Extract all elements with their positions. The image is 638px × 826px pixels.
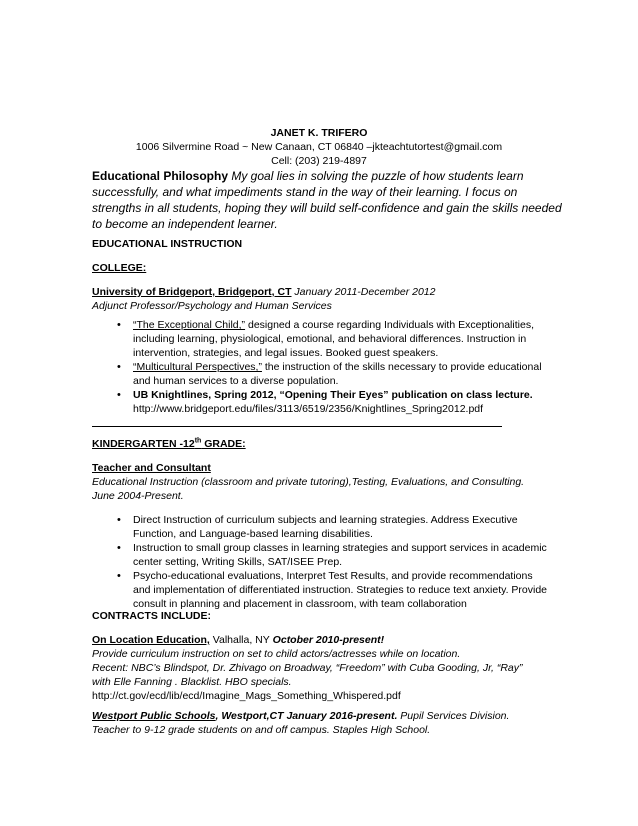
contract-1-dates: October 2010-present! [269,634,385,646]
contract-1-line-2: Provide curriculum instruction on set to child actors/actresses while on location. [92,648,461,660]
publication-title: • UB Knightlines, Spring 2012, “Opening Their Eyes” publication on class lecture. [133,389,533,401]
bullet-text: and human services to a diverse population. [133,375,339,387]
list-item [117,541,557,569]
list-item [117,388,557,416]
kindergarten-role: Teacher and Consultant [92,462,211,474]
contract-2-dates: , Westport,CT January 2016-present. [215,710,398,722]
contract-2-org: Westport Public Schools [92,710,216,722]
list-item [117,318,557,360]
kindergarten-bullet-list [117,513,557,611]
philosophy-line-1 [92,168,524,184]
course-link-exceptional-child[interactable]: “The Exceptional Child,” [133,319,246,331]
list-item [117,513,557,541]
bullet-text: the instruction of the skills necessary to provide educational [261,361,542,373]
philosophy-label: Educational Philosophy [92,169,229,183]
heading-text: GRADE: [201,438,246,450]
bullet-text: designed a course regarding Individuals with Exceptionalities, [245,319,534,331]
course-link-multicultural[interactable]: “Multicultural Perspectives,” [133,361,262,373]
section-heading-contracts: CONTRACTS INCLUDE: [92,610,211,622]
contact-phone: Cell: (203) 219-4897 [271,155,367,167]
contract-1-line-3: Recent: NBC’s Blindspot, Dr. Zhivago on Broadway, “Freedom” with Cuba Gooding, Jr, “Ray” [92,662,523,674]
philosophy-text-3: strengths in all students, hoping they will build self-confidence and gain the skills needed [92,201,562,215]
list-item [117,360,557,388]
heading-text: KINDERGARTEN -12 [92,438,195,450]
section-heading-college: COLLEGE: [92,262,147,274]
bullet-text: • Psycho-educational evaluations, Interpret Test Results, and provide recommendations [133,570,533,582]
philosophy-text-1: My goal lies in solving the puzzle of how students learn [228,169,524,183]
bullet-text: center setting, Writing Skills, SAT/ISEE Prep. [133,556,343,568]
bullet-text: and implementation of differentiated instruction. Strategies to reduce text anxiety. Provide [133,584,548,596]
bullet-text: • Instruction to small group classes in learning strategies and support services in academic [133,542,547,554]
college-role: Adjunct Professor/Psychology and Human Services [92,300,332,312]
bullet-text: Function, and Language-based learning disabilities. [133,528,373,540]
kindergarten-desc-1: Educational Instruction (classroom and private tutoring),Testing, Evaluations, and Consulting. [92,476,525,488]
publication-url[interactable]: http://www.bridgeport.edu/files/3113/6519/2356/Knightlines_Spring2012.pdf [133,403,484,415]
contract-1-url[interactable]: http://ct.gov/ecd/lib/ecd/Imagine_Mags_Something_Whispered.pdf [92,690,401,702]
contract-2-division: Pupil Services Division. [397,710,510,722]
college-dates: January 2011-December 2012 [291,286,436,298]
bullet-text: consult in planning and placement in classroom, with team collaboration [133,598,467,610]
contract-2-line-2: Teacher to 9-12 grade students on and off campus. Staples High School. [92,724,431,736]
section-heading-educational: EDUCATIONAL INSTRUCTION [92,238,243,250]
contract-1-line-4: with Elle Fanning . Blacklist. HBO specials. [92,676,292,688]
philosophy-text-4: to become an independent learner. [92,217,278,231]
bullet-text: including learning, physiological, emotional, and behavioral differences. Instruction in [133,333,527,345]
college-institution-line [92,285,436,299]
philosophy-text-2: successfully, and what impediments stand in the way of their learning. I focus on [92,185,518,199]
contract-2-header [92,709,509,723]
bullet-text: • Direct Instruction of curriculum subjects and learning strategies. Address Executive [133,514,518,526]
contract-1-place: Valhalla, NY [209,634,270,646]
heading-superscript: th [194,437,202,445]
contract-1-org: On Location Education, [92,634,210,646]
separator-line [92,426,502,427]
applicant-name: JANET K. TRIFERO [270,127,368,139]
bullet-text: intervention, strategies, and legal issues. Booked guest speakers. [133,347,439,359]
college-bullet-list [117,318,557,416]
contact-address: 1006 Silvermine Road ~ New Canaan, CT 06840 –jkteachtutortest@gmail.com [135,141,503,153]
contract-1-header [92,633,384,647]
kindergarten-desc-2: June 2004-Present. [92,490,184,502]
list-item [117,569,557,611]
section-heading-kindergarten [92,437,246,451]
college-institution: University of Bridgeport, Bridgeport, CT [92,286,292,298]
